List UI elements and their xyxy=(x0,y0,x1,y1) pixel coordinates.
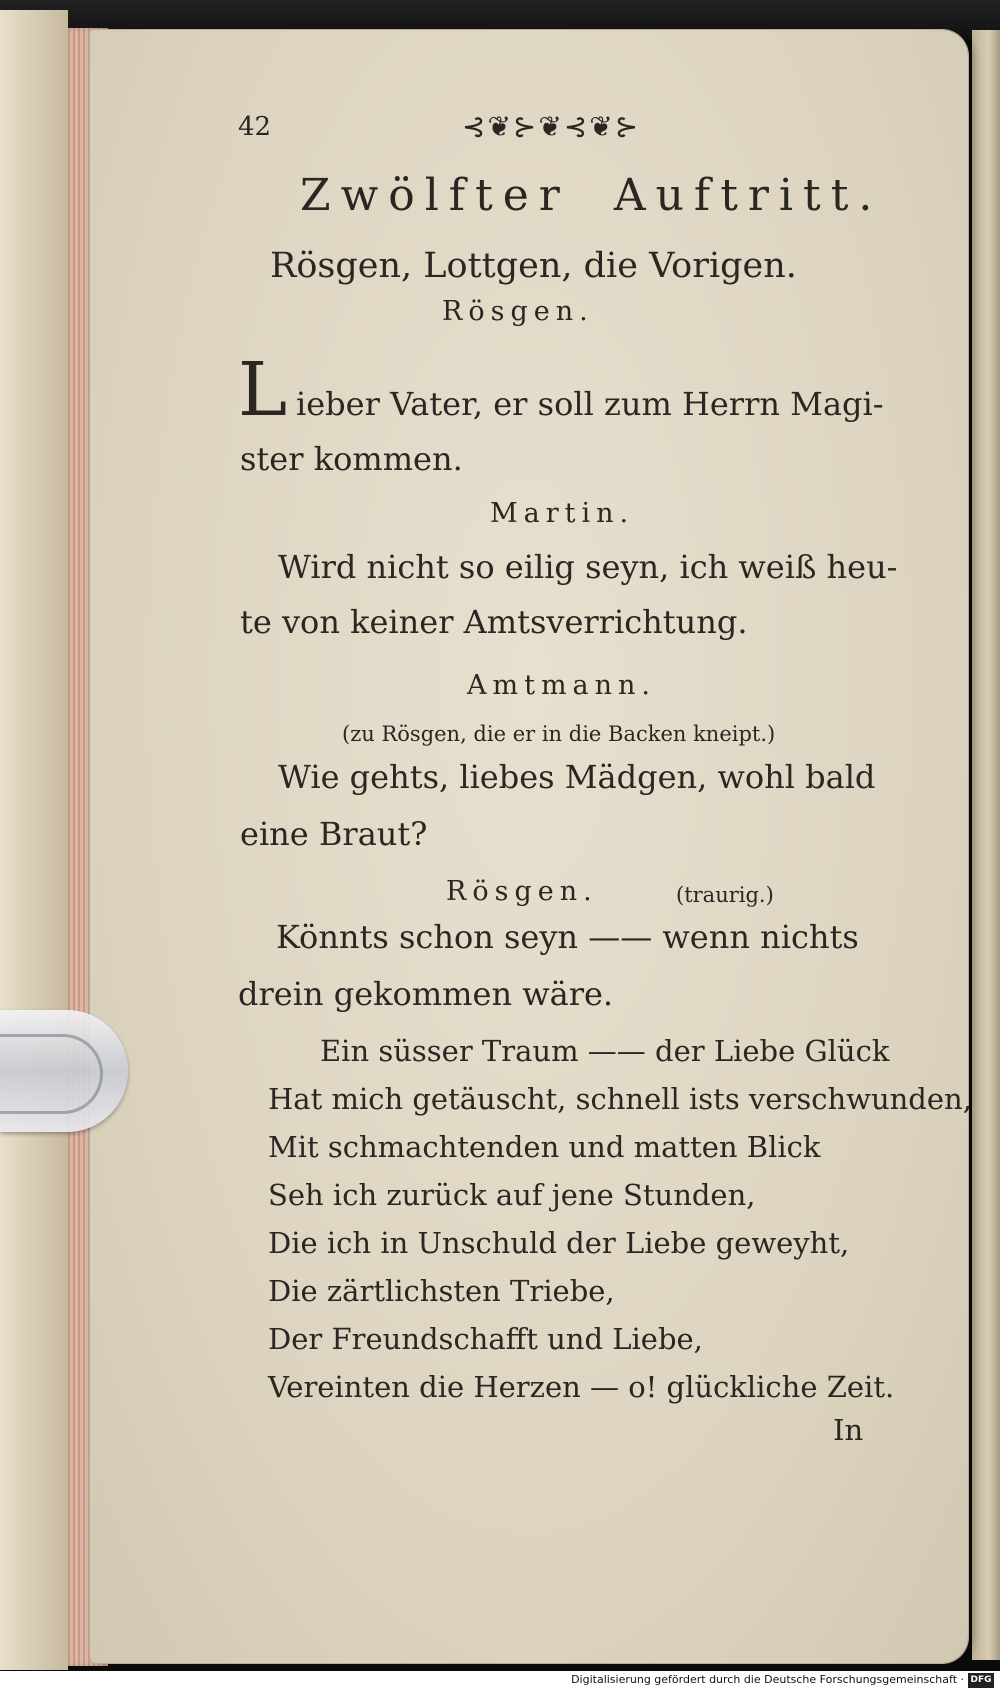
dialogue-line: ieber Vater, er soll zum Herrn Magi- xyxy=(296,385,884,423)
speaker-rosgen-2: Rösgen. xyxy=(446,876,598,907)
dialogue-line: Könnts schon seyn —— wenn nichts xyxy=(276,918,859,956)
verse-line: Der Freundschafft und Liebe, xyxy=(268,1322,703,1356)
verse-line: Ein süsser Traum —— der Liebe Glück xyxy=(320,1034,890,1068)
stage-direction: (zu Rösgen, die er in die Backen kneipt.) xyxy=(342,722,776,746)
dialogue-line: Wird nicht so eilig seyn, ich weiß heu- xyxy=(278,548,898,586)
speaker-amtmann: Amtmann. xyxy=(467,670,657,701)
funding-credit: Digitalisierung gefördert durch die Deutsche Forschungsgemeinschaft · xyxy=(571,1673,964,1686)
scene-characters: Rösgen, Lottgen, die Vorigen. xyxy=(270,246,797,286)
dialogue-line: te von keiner Amtsverrichtung. xyxy=(240,603,748,641)
verse-line: Hat mich getäuscht, schnell ists verschwunden, xyxy=(268,1082,972,1116)
verse-line: Mit schmachtenden und matten Blick xyxy=(268,1130,821,1164)
dialogue-line: Wie gehts, liebes Mädgen, wohl bald xyxy=(278,758,876,796)
dialogue-line: ster kommen. xyxy=(240,440,463,478)
speaker-martin: Martin. xyxy=(490,498,635,529)
dialogue-line: drein gekommen wäre. xyxy=(238,975,614,1013)
drop-cap: L xyxy=(238,347,288,433)
stage-direction: (traurig.) xyxy=(676,883,774,907)
page-number: 42 xyxy=(238,112,272,142)
verse-line: Seh ich zurück auf jene Stunden, xyxy=(268,1178,756,1212)
binding-edge xyxy=(0,10,68,1670)
catchword: In xyxy=(833,1413,864,1447)
header-ornament: ⊰❦⊱❦⊰❦⊱ xyxy=(462,110,641,143)
dialogue-line: eine Braut? xyxy=(240,815,428,853)
verse-line: Die zärtlichsten Triebe, xyxy=(268,1274,615,1308)
scene-title: Zwölfter Auftritt. xyxy=(300,170,883,221)
verse-line: Vereinten die Herzen — o! glückliche Zeit. xyxy=(268,1370,895,1404)
dfg-logo: DFG xyxy=(968,1673,994,1688)
right-page-edge xyxy=(972,30,1000,1660)
verse-line: Die ich in Unschuld der Liebe geweyht, xyxy=(268,1226,850,1260)
paper-clip-loop xyxy=(0,1034,103,1114)
speaker-rosgen-1: Rösgen. xyxy=(442,296,594,327)
